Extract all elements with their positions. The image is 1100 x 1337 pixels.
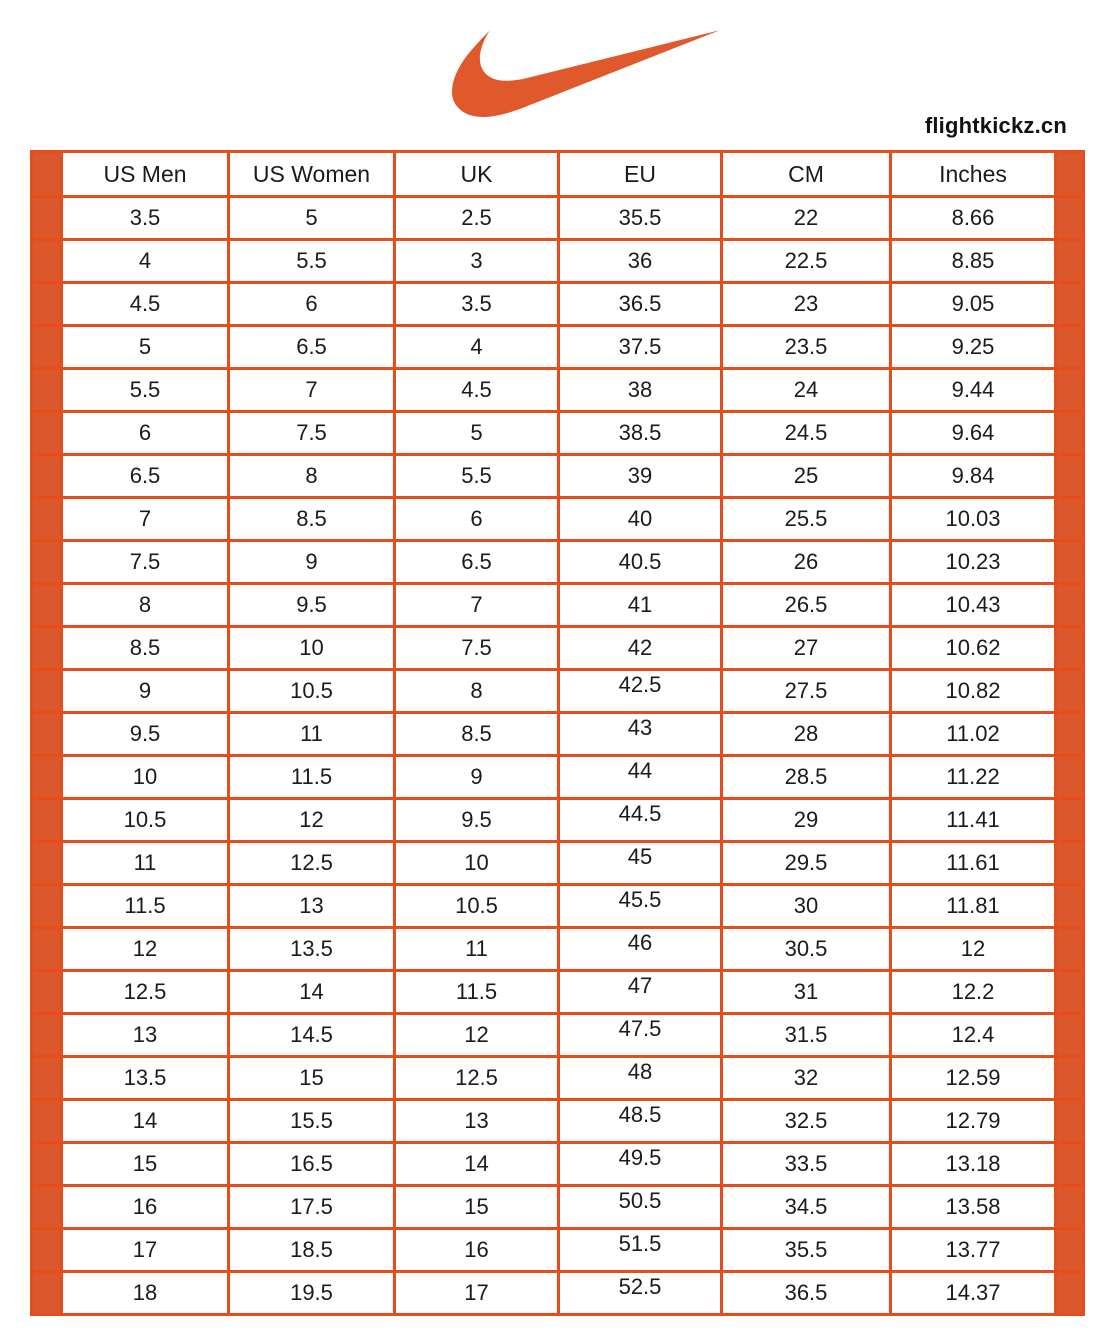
- accent-bar-left: [32, 971, 62, 1014]
- column-header-us-men: US Men: [62, 152, 229, 197]
- size-row: [32, 1100, 1084, 1143]
- cell-us-men: 5: [62, 326, 229, 369]
- accent-bar-right: [1056, 1100, 1084, 1143]
- cell-inches: 11.41: [891, 799, 1056, 842]
- column-header-eu: EU: [559, 152, 722, 197]
- cell-inches: 8.66: [891, 197, 1056, 240]
- cell-cm: 27: [722, 627, 891, 670]
- size-row: [32, 1186, 1084, 1229]
- cell-uk: 17: [395, 1272, 559, 1315]
- cell-us-women: 12.5: [229, 842, 395, 885]
- cell-us-women: 15: [229, 1057, 395, 1100]
- cell-us-men: 10.5: [62, 799, 229, 842]
- cell-us-women: 15.5: [229, 1100, 395, 1143]
- cell-us-men: 10: [62, 756, 229, 799]
- cell-eu: 36.5: [559, 283, 722, 326]
- cell-us-men: 5.5: [62, 369, 229, 412]
- size-row: [32, 971, 1084, 1014]
- cell-us-women: 9: [229, 541, 395, 584]
- size-row: [32, 842, 1084, 885]
- size-row: [32, 756, 1084, 799]
- cell-uk: 3: [395, 240, 559, 283]
- cell-cm: 23: [722, 283, 891, 326]
- cell-cm: 30.5: [722, 928, 891, 971]
- cell-eu: 43: [559, 713, 722, 756]
- cell-inches: 10.03: [891, 498, 1056, 541]
- cell-eu: 41: [559, 584, 722, 627]
- cell-eu: 40.5: [559, 541, 722, 584]
- cell-inches: 9.05: [891, 283, 1056, 326]
- cell-eu: 44.5: [559, 799, 722, 842]
- cell-us-men: 12: [62, 928, 229, 971]
- accent-bar-left: [32, 885, 62, 928]
- cell-uk: 5.5: [395, 455, 559, 498]
- cell-cm: 35.5: [722, 1229, 891, 1272]
- cell-us-women: 18.5: [229, 1229, 395, 1272]
- cell-us-women: 7.5: [229, 412, 395, 455]
- cell-us-men: 14: [62, 1100, 229, 1143]
- column-header-uk: UK: [395, 152, 559, 197]
- accent-bar-right: [1056, 283, 1084, 326]
- size-row: [32, 1057, 1084, 1100]
- size-row: [32, 713, 1084, 756]
- cell-us-women: 10: [229, 627, 395, 670]
- cell-uk: 8: [395, 670, 559, 713]
- cell-uk: 6.5: [395, 541, 559, 584]
- cell-uk: 4: [395, 326, 559, 369]
- cell-inches: 10.23: [891, 541, 1056, 584]
- cell-uk: 7: [395, 584, 559, 627]
- size-row: [32, 541, 1084, 584]
- cell-eu: 48.5: [559, 1100, 722, 1143]
- size-row: [32, 627, 1084, 670]
- cell-us-women: 7: [229, 369, 395, 412]
- cell-eu: 46: [559, 928, 722, 971]
- cell-uk: 9.5: [395, 799, 559, 842]
- accent-bar-right: [1056, 1272, 1084, 1315]
- cell-cm: 29.5: [722, 842, 891, 885]
- column-header-cm: CM: [722, 152, 891, 197]
- accent-bar-right: [1056, 326, 1084, 369]
- cell-us-women: 5.5: [229, 240, 395, 283]
- cell-inches: 9.25: [891, 326, 1056, 369]
- cell-us-women: 8: [229, 455, 395, 498]
- cell-inches: 10.82: [891, 670, 1056, 713]
- accent-bar-right: [1056, 197, 1084, 240]
- accent-bar-left: [32, 670, 62, 713]
- cell-inches: 11.81: [891, 885, 1056, 928]
- cell-eu: 49.5: [559, 1143, 722, 1186]
- cell-cm: 28.5: [722, 756, 891, 799]
- accent-bar-right: [1056, 885, 1084, 928]
- cell-us-women: 5: [229, 197, 395, 240]
- accent-bar-left: [32, 326, 62, 369]
- size-row: [32, 197, 1084, 240]
- accent-bar-right: [1056, 240, 1084, 283]
- cell-us-men: 12.5: [62, 971, 229, 1014]
- cell-uk: 6: [395, 498, 559, 541]
- cell-us-men: 11: [62, 842, 229, 885]
- cell-uk: 4.5: [395, 369, 559, 412]
- cell-cm: 31: [722, 971, 891, 1014]
- cell-uk: 11.5: [395, 971, 559, 1014]
- accent-bar-right: [1056, 584, 1084, 627]
- cell-eu: 40: [559, 498, 722, 541]
- accent-bar-right: [1056, 842, 1084, 885]
- cell-uk: 12.5: [395, 1057, 559, 1100]
- accent-bar-right: [1056, 627, 1084, 670]
- cell-us-men: 13: [62, 1014, 229, 1057]
- cell-eu: 47.5: [559, 1014, 722, 1057]
- accent-bar-left: [32, 197, 62, 240]
- cell-eu: 44: [559, 756, 722, 799]
- cell-inches: 10.43: [891, 584, 1056, 627]
- cell-us-men: 16: [62, 1186, 229, 1229]
- size-row: [32, 885, 1084, 928]
- cell-inches: 9.64: [891, 412, 1056, 455]
- accent-bar-right: [1056, 799, 1084, 842]
- cell-uk: 13: [395, 1100, 559, 1143]
- size-row: [32, 412, 1084, 455]
- cell-inches: 11.22: [891, 756, 1056, 799]
- cell-cm: 32: [722, 1057, 891, 1100]
- accent-bar-left: [32, 412, 62, 455]
- cell-inches: 9.44: [891, 369, 1056, 412]
- accent-bar-left: [32, 842, 62, 885]
- accent-bar-left: [32, 1272, 62, 1315]
- cell-eu: 36: [559, 240, 722, 283]
- cell-us-women: 11.5: [229, 756, 395, 799]
- cell-eu: 45: [559, 842, 722, 885]
- cell-eu: 48: [559, 1057, 722, 1100]
- accent-bar-left: [32, 1229, 62, 1272]
- cell-inches: 12: [891, 928, 1056, 971]
- cell-us-women: 13: [229, 885, 395, 928]
- accent-bar-left: [32, 283, 62, 326]
- cell-inches: 13.58: [891, 1186, 1056, 1229]
- cell-eu: 42.5: [559, 670, 722, 713]
- cell-us-women: 14.5: [229, 1014, 395, 1057]
- cell-inches: 12.4: [891, 1014, 1056, 1057]
- cell-us-men: 9.5: [62, 713, 229, 756]
- cell-eu: 38: [559, 369, 722, 412]
- size-row: [32, 928, 1084, 971]
- accent-bar-right: [1056, 928, 1084, 971]
- cell-uk: 14: [395, 1143, 559, 1186]
- size-row: [32, 799, 1084, 842]
- cell-cm: 34.5: [722, 1186, 891, 1229]
- cell-us-women: 6: [229, 283, 395, 326]
- cell-cm: 27.5: [722, 670, 891, 713]
- cell-uk: 7.5: [395, 627, 559, 670]
- cell-inches: 8.85: [891, 240, 1056, 283]
- column-header-inches: Inches: [891, 152, 1056, 197]
- cell-uk: 9: [395, 756, 559, 799]
- size-row: [32, 1272, 1084, 1315]
- accent-bar-left: [32, 1186, 62, 1229]
- cell-cm: 24: [722, 369, 891, 412]
- accent-bar-left: [32, 584, 62, 627]
- cell-eu: 50.5: [559, 1186, 722, 1229]
- accent-bar-left: [32, 756, 62, 799]
- header: [0, 0, 1100, 150]
- cell-inches: 13.77: [891, 1229, 1056, 1272]
- cell-eu: 38.5: [559, 412, 722, 455]
- size-row: [32, 240, 1084, 283]
- cell-us-men: 18: [62, 1272, 229, 1315]
- cell-us-men: 9: [62, 670, 229, 713]
- cell-cm: 26.5: [722, 584, 891, 627]
- cell-us-men: 7.5: [62, 541, 229, 584]
- accent-bar-right: [1056, 369, 1084, 412]
- cell-us-women: 11: [229, 713, 395, 756]
- accent-bar-left: [32, 152, 62, 197]
- accent-bar-right: [1056, 455, 1084, 498]
- size-row: [32, 1143, 1084, 1186]
- accent-bar-left: [32, 627, 62, 670]
- size-row: [32, 326, 1084, 369]
- cell-cm: 30: [722, 885, 891, 928]
- cell-cm: 29: [722, 799, 891, 842]
- cell-us-men: 4: [62, 240, 229, 283]
- cell-us-men: 6.5: [62, 455, 229, 498]
- cell-eu: 52.5: [559, 1272, 722, 1315]
- accent-bar-right: [1056, 756, 1084, 799]
- size-row: [32, 584, 1084, 627]
- cell-eu: 39: [559, 455, 722, 498]
- size-row: [32, 455, 1084, 498]
- cell-us-women: 10.5: [229, 670, 395, 713]
- cell-uk: 8.5: [395, 713, 559, 756]
- accent-bar-left: [32, 498, 62, 541]
- cell-uk: 12: [395, 1014, 559, 1057]
- cell-cm: 36.5: [722, 1272, 891, 1315]
- table-body: [32, 197, 1084, 1315]
- cell-inches: 12.79: [891, 1100, 1056, 1143]
- accent-bar-left: [32, 455, 62, 498]
- cell-us-men: 17: [62, 1229, 229, 1272]
- cell-us-women: 8.5: [229, 498, 395, 541]
- size-row: [32, 670, 1084, 713]
- cell-cm: 32.5: [722, 1100, 891, 1143]
- size-row: [32, 498, 1084, 541]
- size-row: [32, 1229, 1084, 1272]
- accent-bar-right: [1056, 498, 1084, 541]
- cell-eu: 37.5: [559, 326, 722, 369]
- cell-us-men: 11.5: [62, 885, 229, 928]
- accent-bar-left: [32, 713, 62, 756]
- cell-us-women: 13.5: [229, 928, 395, 971]
- accent-bar-left: [32, 541, 62, 584]
- accent-bar-right: [1056, 670, 1084, 713]
- accent-bar-right: [1056, 1229, 1084, 1272]
- size-row: [32, 1014, 1084, 1057]
- nike-swoosh-icon: [452, 26, 720, 118]
- cell-uk: 10: [395, 842, 559, 885]
- cell-inches: 13.18: [891, 1143, 1056, 1186]
- accent-bar-left: [32, 1100, 62, 1143]
- accent-bar-left: [32, 240, 62, 283]
- size-row: [32, 283, 1084, 326]
- cell-cm: 33.5: [722, 1143, 891, 1186]
- size-row: [32, 369, 1084, 412]
- cell-cm: 28: [722, 713, 891, 756]
- watermark-text: flightkickz.cn: [924, 113, 1067, 138]
- cell-us-men: 7: [62, 498, 229, 541]
- cell-us-men: 6: [62, 412, 229, 455]
- cell-eu: 42: [559, 627, 722, 670]
- cell-us-women: 17.5: [229, 1186, 395, 1229]
- cell-cm: 26: [722, 541, 891, 584]
- cell-uk: 11: [395, 928, 559, 971]
- cell-uk: 10.5: [395, 885, 559, 928]
- header-row: [32, 152, 1084, 197]
- accent-bar-left: [32, 1143, 62, 1186]
- cell-uk: 5: [395, 412, 559, 455]
- cell-inches: 12.59: [891, 1057, 1056, 1100]
- cell-eu: 51.5: [559, 1229, 722, 1272]
- accent-bar-right: [1056, 1057, 1084, 1100]
- accent-bar-right: [1056, 971, 1084, 1014]
- cell-uk: 16: [395, 1229, 559, 1272]
- cell-cm: 22: [722, 197, 891, 240]
- cell-us-women: 9.5: [229, 584, 395, 627]
- cell-us-women: 19.5: [229, 1272, 395, 1315]
- cell-us-men: 8.5: [62, 627, 229, 670]
- accent-bar-right: [1056, 412, 1084, 455]
- cell-cm: 22.5: [722, 240, 891, 283]
- accent-bar-left: [32, 1014, 62, 1057]
- cell-us-men: 8: [62, 584, 229, 627]
- accent-bar-right: [1056, 1186, 1084, 1229]
- accent-bar-right: [1056, 1014, 1084, 1057]
- cell-inches: 11.02: [891, 713, 1056, 756]
- accent-bar-left: [32, 369, 62, 412]
- cell-cm: 25.5: [722, 498, 891, 541]
- cell-us-men: 4.5: [62, 283, 229, 326]
- cell-us-women: 6.5: [229, 326, 395, 369]
- cell-inches: 10.62: [891, 627, 1056, 670]
- cell-cm: 25: [722, 455, 891, 498]
- cell-uk: 15: [395, 1186, 559, 1229]
- cell-eu: 45.5: [559, 885, 722, 928]
- accent-bar-left: [32, 1057, 62, 1100]
- cell-inches: 9.84: [891, 455, 1056, 498]
- cell-us-men: 13.5: [62, 1057, 229, 1100]
- cell-us-women: 12: [229, 799, 395, 842]
- accent-bar-left: [32, 928, 62, 971]
- cell-eu: 35.5: [559, 197, 722, 240]
- cell-us-men: 3.5: [62, 197, 229, 240]
- size-chart-table: [30, 150, 1085, 1316]
- cell-uk: 2.5: [395, 197, 559, 240]
- accent-bar-right: [1056, 152, 1084, 197]
- cell-inches: 14.37: [891, 1272, 1056, 1315]
- accent-bar-left: [32, 799, 62, 842]
- cell-cm: 31.5: [722, 1014, 891, 1057]
- cell-uk: 3.5: [395, 283, 559, 326]
- accent-bar-right: [1056, 541, 1084, 584]
- cell-us-women: 16.5: [229, 1143, 395, 1186]
- cell-us-men: 15: [62, 1143, 229, 1186]
- cell-cm: 24.5: [722, 412, 891, 455]
- accent-bar-right: [1056, 1143, 1084, 1186]
- column-header-us-women: US Women: [229, 152, 395, 197]
- accent-bar-right: [1056, 713, 1084, 756]
- cell-us-women: 14: [229, 971, 395, 1014]
- table-header: [32, 152, 1084, 197]
- cell-eu: 47: [559, 971, 722, 1014]
- cell-cm: 23.5: [722, 326, 891, 369]
- cell-inches: 12.2: [891, 971, 1056, 1014]
- cell-inches: 11.61: [891, 842, 1056, 885]
